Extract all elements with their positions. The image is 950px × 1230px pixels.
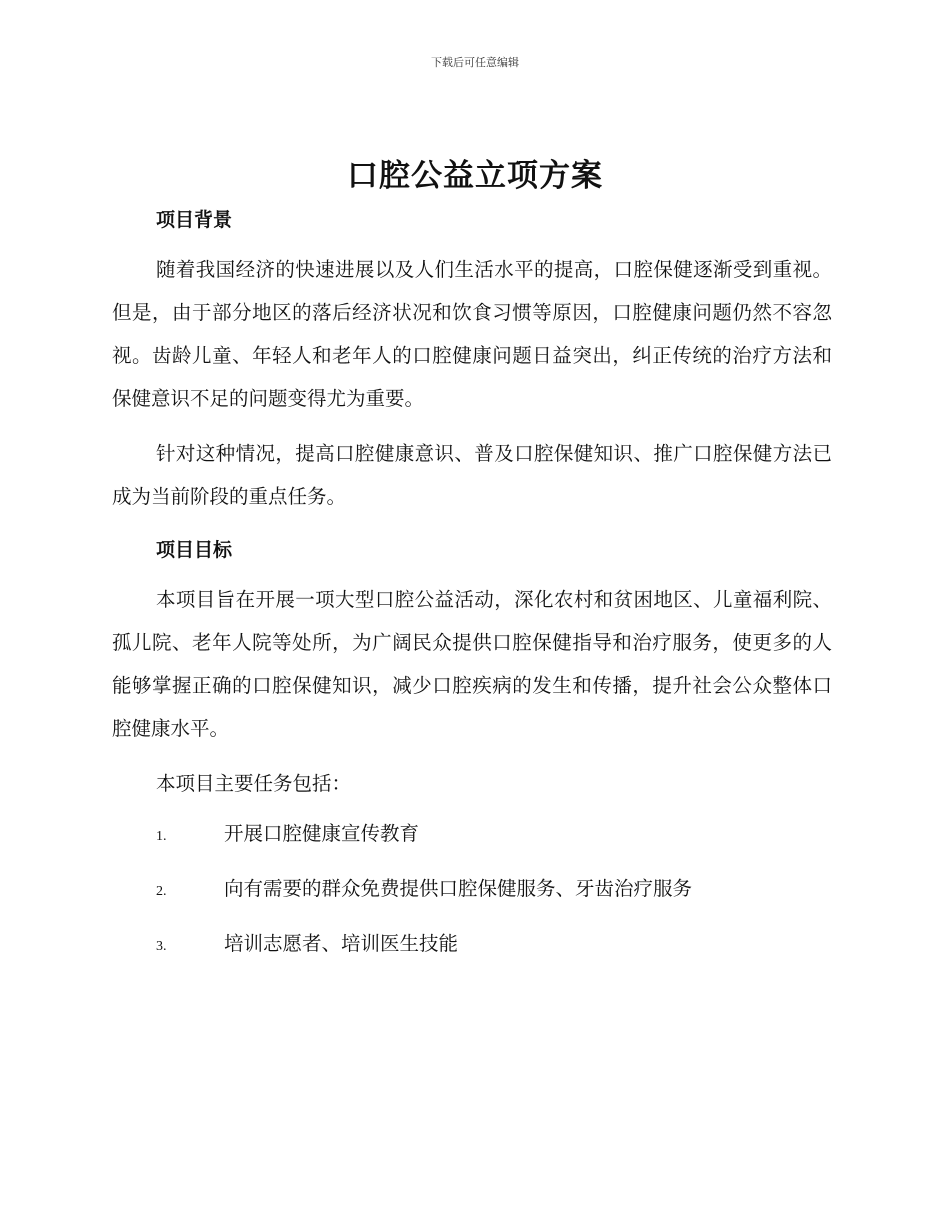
list-item-text: 培训志愿者、培训医生技能: [224, 932, 459, 955]
document-body: [112, 204, 832, 982]
background-paragraph-1: 随着我国经济的快速进展以及人们生活水平的提高，口腔保健逐渐受到重视。但是，由于部分地区的落后经济状况和饮食习惯等原因，口腔健康问题仍然不容忽视。齿龄儿童、年轻人和老年人的口腔健康问题日益突出，纠正传统的治疗方法和保健意识不足的问题变得尤为重要。: [112, 258, 832, 410]
list-item-number: 2.: [156, 884, 167, 899]
goals-paragraph-1: 本项目旨在开展一项大型口腔公益活动，深化农村和贫困地区、儿童福利院、孤儿院、老年人院等处所，为广阔民众提供口腔保健指导和治疗服务，使更多的人能够掌握正确的口腔保健知识，减少口腔疾病的发生和传播，提升社会公众整体口腔健康水平。: [112, 588, 832, 740]
background-paragraph-2: 针对这种情况，提高口腔健康意识、普及口腔保健知识、推广口腔保健方法已成为当前阶段的重点任务。: [112, 442, 832, 508]
header-note: 下载后可任意编辑: [431, 56, 519, 69]
section-heading-goals: 项目目标: [156, 539, 233, 561]
list-item: [112, 927, 832, 982]
section-heading-background: 项目背景: [156, 209, 233, 231]
list-item: [112, 817, 832, 872]
goals-paragraph-2: 本项目主要任务包括：: [156, 772, 352, 795]
list-item-text: 开展口腔健康宣传教育: [224, 822, 420, 845]
list-item-number: 1.: [156, 829, 167, 844]
list-item: [112, 872, 832, 927]
list-item-number: 3.: [156, 939, 167, 954]
task-list: [112, 817, 832, 982]
document-title: 口腔公益立项方案: [347, 158, 603, 194]
list-item-text: 向有需要的群众免费提供口腔保健服务、牙齿治疗服务: [224, 877, 693, 900]
